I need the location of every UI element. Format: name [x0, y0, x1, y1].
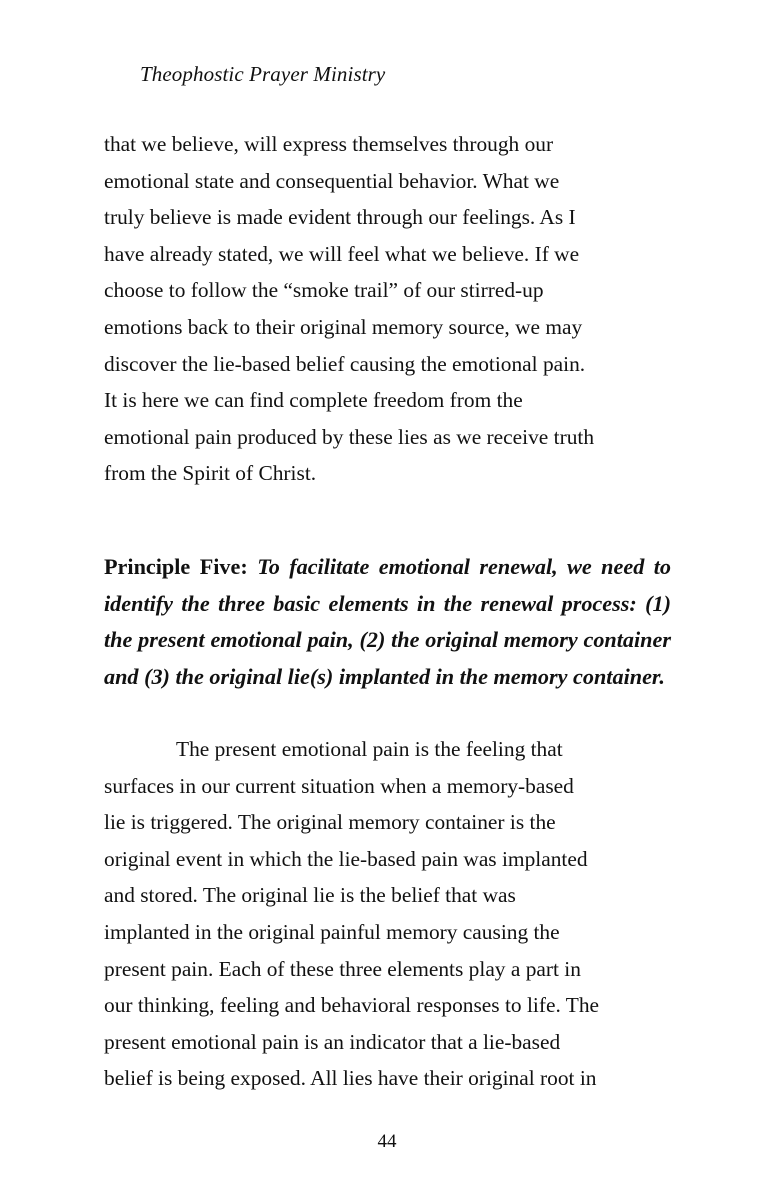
text-line: emotional pain produced by these lies as we receive truth	[104, 424, 595, 449]
principle-label: Principle Five:	[104, 554, 248, 579]
text-line: emotional state and consequential behavior. What we	[104, 168, 560, 193]
body-paragraph-continued	[104, 126, 674, 492]
text-line: emotions back to their original memory source, we may	[104, 314, 583, 339]
text-line: present pain. Each of these three elements play a part in	[104, 956, 581, 981]
text-line: surfaces in our current situation when a memory-based	[104, 773, 574, 798]
page-number: 44	[377, 1131, 397, 1152]
principle-statement: To facilitate emotional renewal, we need to identify the three basic elements in the renewal process: (1) the present emotional pain, (2) the original memory container and (3) the original lie(s) implanted in the memory container.	[104, 554, 671, 689]
text-line: our thinking, feeling and behavioral responses to life. The	[104, 993, 600, 1018]
text-line: implanted in the original painful memory causing the	[104, 919, 560, 944]
text-line: choose to follow the “smoke trail” of our stirred-up	[104, 278, 544, 303]
text-line: truly believe is made evident through our feelings. As I	[104, 205, 576, 230]
text-line: The present emotional pain is the feeling that	[176, 737, 563, 761]
text-line: have already stated, we will feel what we believe. If we	[104, 241, 580, 266]
text-line: belief is being exposed. All lies have their original root in	[104, 1066, 597, 1091]
text-line: present emotional pain is an indicator that a lie-based	[104, 1029, 561, 1054]
text-line: original event in which the lie-based pain was implanted	[104, 846, 588, 871]
text-line: discover the lie-based belief causing the emotional pain.	[104, 351, 586, 376]
principle-heading	[104, 549, 671, 695]
text-line: that we believe, will express themselves through our	[104, 132, 554, 156]
body-paragraph	[104, 731, 674, 1097]
text-line: It is here we can find complete freedom from the	[104, 388, 523, 413]
running-head: Theophostic Prayer Ministry	[140, 62, 386, 86]
text-line: and stored. The original lie is the belief that was	[104, 883, 516, 908]
text-line: lie is triggered. The original memory container is the	[104, 810, 556, 835]
text-line: from the Spirit of Christ.	[104, 461, 317, 486]
